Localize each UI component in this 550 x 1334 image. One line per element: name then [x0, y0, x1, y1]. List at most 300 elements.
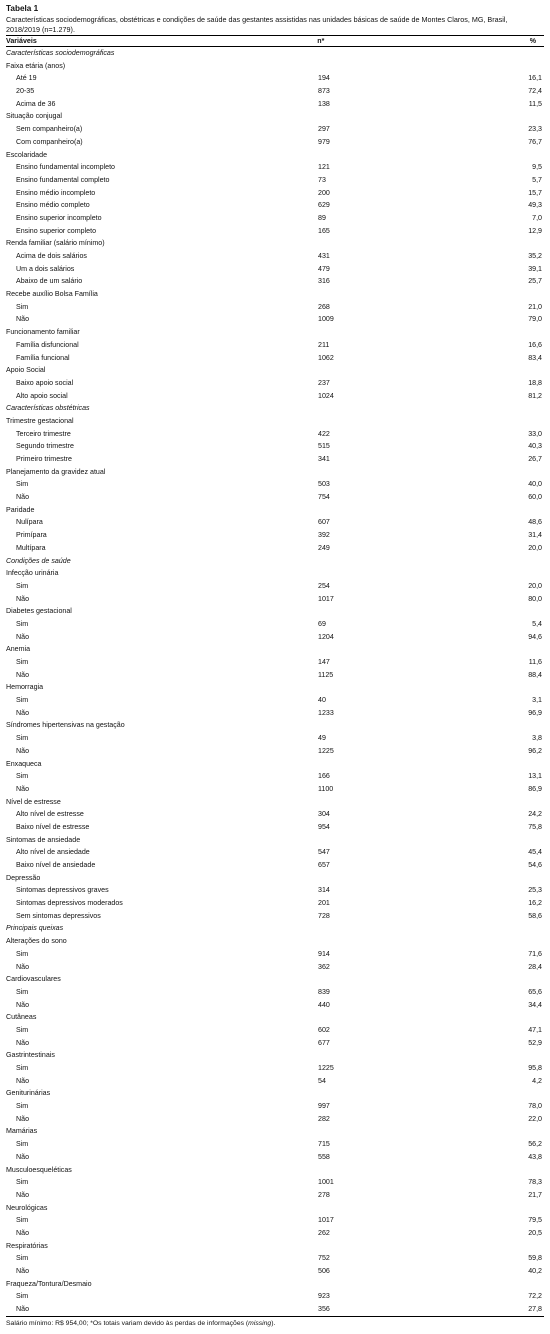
row-pct: 40,2 — [528, 1267, 542, 1275]
row-label: Família disfuncional — [16, 340, 79, 349]
row-n: 40 — [318, 696, 326, 705]
row-label: Não — [16, 1267, 30, 1275]
row-pct — [466, 1125, 542, 1138]
row-label: Trimestre gestacional — [6, 416, 74, 425]
row-label: Um a dois salários — [16, 264, 75, 273]
row-label: Sim — [16, 1292, 29, 1301]
group-header-row — [6, 415, 544, 428]
table-label: Tabela 1 — [6, 4, 39, 13]
row-label: Sem sintomas depressivos — [16, 911, 101, 920]
row-pct — [466, 149, 542, 162]
table-row — [6, 1189, 544, 1202]
row-label: Terceiro trimestre — [16, 429, 71, 438]
table-row — [6, 1062, 544, 1075]
bottom-rule — [6, 1316, 544, 1317]
row-pct: 54,6 — [528, 861, 542, 869]
table-row — [6, 529, 544, 542]
row-n: 677 — [318, 1038, 330, 1047]
row-label: Ensino fundamental completo — [16, 175, 110, 184]
table-row — [6, 1290, 544, 1303]
row-n: 422 — [318, 429, 330, 438]
row-n: 89 — [318, 213, 326, 222]
row-pct: 71,6 — [528, 949, 542, 958]
row-n — [306, 555, 466, 568]
row-label: Hemorragia — [6, 683, 44, 692]
row-label: Não — [16, 1228, 30, 1237]
row-label: Musculoesqueléticas — [6, 1165, 72, 1174]
row-label: Multípara — [16, 543, 46, 552]
row-n — [306, 364, 466, 377]
row-label: Não — [16, 784, 30, 793]
row-pct — [466, 796, 542, 809]
row-label: Planejamento da gravidez atual — [6, 467, 106, 476]
row-n — [306, 1240, 466, 1253]
row-label: Sim — [16, 1140, 29, 1149]
row-label: Alto apoio social — [16, 391, 68, 400]
row-n: 1233 — [318, 708, 334, 717]
row-pct — [466, 60, 542, 73]
row-n: 121 — [318, 163, 330, 172]
group-header-row — [6, 237, 544, 250]
table-row — [6, 1252, 544, 1265]
table-row — [6, 1303, 544, 1316]
row-label: Ensino médio incompleto — [16, 188, 96, 197]
table-row — [6, 1075, 544, 1088]
table-row — [6, 301, 544, 314]
row-n — [306, 1049, 466, 1062]
row-label: Condições de saúde — [6, 556, 71, 565]
table-row — [6, 390, 544, 403]
row-label: Não — [16, 315, 30, 324]
row-pct: 20,0 — [528, 543, 542, 552]
row-n — [306, 237, 466, 250]
group-header-row — [6, 796, 544, 809]
row-pct: 34,4 — [528, 1000, 542, 1009]
group-header-row — [6, 605, 544, 618]
table-caption: Características sociodemográficas, obstétricas e condições de saúde das gestantes assistidas nas unidades básicas de saúde de Montes Claros, MG, Brasil, 2018/2019 (n=1.279). — [6, 15, 508, 34]
table-row — [6, 859, 544, 872]
row-n: 1100 — [318, 784, 334, 793]
row-n: 138 — [318, 99, 330, 108]
table-row — [6, 212, 544, 225]
table-row — [6, 1138, 544, 1151]
table-row — [6, 377, 544, 390]
row-label: Sim — [16, 1102, 29, 1111]
row-pct — [466, 834, 542, 847]
row-pct: 21,0 — [528, 302, 542, 311]
row-n: 297 — [318, 125, 330, 134]
row-pct — [466, 504, 542, 517]
row-pct: 3,1 — [532, 696, 542, 705]
row-n — [306, 1278, 466, 1291]
row-label: Família funcional — [16, 353, 70, 362]
row-label: Faixa etária (anos) — [6, 61, 66, 70]
table-row — [6, 85, 544, 98]
table-row — [6, 656, 544, 669]
group-header-row — [6, 466, 544, 479]
row-n: 147 — [318, 658, 330, 666]
row-n: 657 — [318, 861, 330, 869]
row-label: Baixo nível de estresse — [16, 822, 90, 831]
row-pct: 9,5 — [532, 163, 542, 172]
row-n: 1125 — [318, 670, 334, 679]
row-n: 515 — [318, 442, 330, 451]
table-row — [6, 580, 544, 593]
table-row — [6, 669, 544, 682]
group-header-row — [6, 1011, 544, 1024]
row-label: Diabetes gestacional — [6, 607, 72, 616]
row-pct: 35,2 — [528, 252, 542, 260]
group-header-row — [6, 326, 544, 339]
table-row — [6, 174, 544, 187]
row-label: Acima de 36 — [16, 99, 56, 108]
row-pct: 28,4 — [528, 962, 542, 971]
row-pct — [466, 643, 542, 656]
row-pct: 16,6 — [528, 340, 542, 349]
row-label: Cardiovasculares — [6, 975, 61, 984]
row-n: 1017 — [318, 594, 334, 603]
row-label: Primípara — [16, 531, 47, 540]
row-n: 547 — [318, 848, 330, 857]
row-n: 954 — [318, 822, 330, 831]
table-row — [6, 783, 544, 796]
table-row — [6, 453, 544, 466]
table-row — [6, 1113, 544, 1126]
row-n: 304 — [318, 810, 330, 819]
row-pct: 48,6 — [528, 518, 542, 527]
row-label: Não — [16, 493, 30, 502]
row-n — [306, 973, 466, 986]
table-row — [6, 250, 544, 263]
section-header-row — [6, 47, 544, 60]
row-label: Sim — [16, 619, 29, 628]
row-pct: 40,0 — [528, 480, 542, 489]
table-row — [6, 948, 544, 961]
row-label: Sem companheiro(a) — [16, 125, 83, 134]
row-pct: 20,5 — [528, 1228, 542, 1237]
table-row — [6, 1100, 544, 1113]
row-n: 262 — [318, 1228, 330, 1237]
row-pct: 59,8 — [528, 1254, 542, 1263]
row-n: 316 — [318, 277, 330, 286]
row-n: 979 — [318, 137, 330, 146]
row-n: 440 — [318, 1000, 330, 1009]
row-pct: 88,4 — [528, 670, 542, 679]
table-row — [6, 187, 544, 200]
row-pct: 65,6 — [528, 987, 542, 996]
row-n: 356 — [318, 1305, 330, 1314]
table-row — [6, 846, 544, 859]
row-label: Gastrintestinais — [6, 1051, 55, 1060]
row-pct: 31,4 — [528, 531, 542, 540]
row-label: Não — [16, 1114, 30, 1123]
row-pct: 18,8 — [528, 378, 542, 387]
row-n: 194 — [318, 74, 330, 83]
row-n: 278 — [318, 1190, 330, 1199]
row-n — [306, 110, 466, 123]
table-row — [6, 770, 544, 783]
row-n: 1009 — [318, 315, 334, 324]
row-n — [306, 149, 466, 162]
row-label: Abaixo de um salário — [16, 277, 83, 286]
row-label: Baixo apoio social — [16, 378, 74, 387]
row-label: Não — [16, 962, 30, 971]
row-label: Não — [16, 708, 30, 717]
row-pct: 3,8 — [532, 734, 542, 743]
row-n: 431 — [318, 252, 330, 260]
row-n — [306, 466, 466, 479]
row-label: Não — [16, 1305, 30, 1314]
row-n: 392 — [318, 531, 330, 540]
group-header-row — [6, 1278, 544, 1291]
row-label: Não — [16, 1038, 30, 1047]
row-label: Acima de dois salários — [16, 252, 87, 260]
row-n: 752 — [318, 1254, 330, 1263]
row-pct — [466, 605, 542, 618]
row-label: Ensino fundamental incompleto — [16, 163, 115, 172]
row-label: Enxaqueca — [6, 759, 42, 768]
row-pct: 23,3 — [528, 125, 542, 134]
row-n — [306, 1087, 466, 1100]
row-pct: 72,4 — [528, 87, 542, 96]
row-pct — [466, 973, 542, 986]
row-pct: 95,8 — [528, 1064, 542, 1072]
row-label: Mamárias — [6, 1127, 38, 1136]
row-n: 49 — [318, 734, 326, 743]
row-pct: 11,5 — [528, 99, 542, 108]
row-pct: 49,3 — [528, 201, 542, 210]
row-pct — [466, 402, 542, 415]
table-row — [6, 1151, 544, 1164]
row-label: Alto nível de ansiedade — [16, 848, 90, 857]
row-label: Segundo trimestre — [16, 442, 74, 451]
row-n: 503 — [318, 480, 330, 489]
row-n — [306, 415, 466, 428]
row-pct — [466, 681, 542, 694]
row-label: Depressão — [6, 873, 41, 882]
row-n: 873 — [318, 87, 330, 96]
table-row — [6, 313, 544, 326]
row-pct: 72,2 — [528, 1292, 542, 1301]
row-n — [306, 567, 466, 580]
table-row — [6, 1176, 544, 1189]
row-pct — [466, 935, 542, 948]
row-n: 341 — [318, 455, 330, 463]
row-n — [306, 1202, 466, 1215]
table-row — [6, 136, 544, 149]
row-n — [306, 1011, 466, 1024]
row-pct: 96,2 — [528, 746, 542, 755]
row-label: Ensino médio completo — [16, 201, 90, 210]
group-header-row — [6, 834, 544, 847]
row-label: Sim — [16, 1216, 29, 1225]
row-label: Não — [16, 632, 30, 641]
table-row — [6, 821, 544, 834]
row-label: Síndromes hipertensivas na gestação — [6, 721, 125, 730]
row-label: Sim — [16, 1254, 29, 1263]
group-header-row — [6, 758, 544, 771]
row-label: Nível de estresse — [6, 797, 61, 806]
row-n — [306, 402, 466, 415]
row-n — [306, 1164, 466, 1177]
row-label: Sim — [16, 987, 29, 996]
group-header-row — [6, 719, 544, 732]
row-label: Primeiro trimestre — [16, 455, 72, 463]
row-n — [306, 47, 466, 60]
row-label: Não — [16, 746, 30, 755]
row-label: Sim — [16, 480, 29, 489]
row-pct — [466, 567, 542, 580]
table-row — [6, 542, 544, 555]
row-n — [306, 605, 466, 618]
table-row — [6, 694, 544, 707]
row-n: 506 — [318, 1267, 330, 1275]
row-pct — [466, 288, 542, 301]
table-row — [6, 897, 544, 910]
row-pct — [466, 47, 542, 60]
row-label: Sim — [16, 1178, 29, 1187]
row-pct: 24,2 — [528, 810, 542, 819]
row-pct: 75,8 — [528, 822, 542, 831]
row-label: Sim — [16, 734, 29, 743]
row-label: Situação conjugal — [6, 112, 63, 121]
table-row — [6, 339, 544, 352]
table-row — [6, 428, 544, 441]
row-n: 237 — [318, 378, 330, 387]
group-header-row — [6, 1049, 544, 1062]
table-row — [6, 631, 544, 644]
row-label: Sintomas depressivos graves — [16, 886, 109, 895]
row-pct: 40,3 — [528, 442, 542, 451]
row-n — [306, 643, 466, 656]
table-row — [6, 123, 544, 136]
row-n: 200 — [318, 188, 330, 197]
table-row — [6, 98, 544, 111]
table-row — [6, 745, 544, 758]
row-pct: 15,7 — [528, 188, 542, 197]
row-pct: 33,0 — [528, 429, 542, 438]
row-pct: 78,0 — [528, 1102, 542, 1111]
row-n: 73 — [318, 175, 326, 184]
row-n: 54 — [318, 1076, 326, 1085]
row-pct — [466, 872, 542, 885]
group-header-row — [6, 643, 544, 656]
group-header-row — [6, 681, 544, 694]
row-pct: 83,4 — [528, 353, 542, 362]
row-pct: 4,2 — [532, 1076, 542, 1085]
row-label: Baixo nível de ansiedade — [16, 861, 96, 869]
row-label: Até 19 — [16, 74, 37, 83]
row-n — [306, 796, 466, 809]
row-n: 1225 — [318, 746, 334, 755]
row-pct — [466, 1049, 542, 1062]
group-header-row — [6, 1240, 544, 1253]
row-label: Respiratórias — [6, 1241, 48, 1250]
row-n: 558 — [318, 1152, 330, 1161]
table-row — [6, 593, 544, 606]
row-label: Sim — [16, 302, 29, 311]
row-label: Sintomas depressivos moderados — [16, 899, 123, 908]
table-row — [6, 516, 544, 529]
row-pct: 16,2 — [528, 899, 542, 908]
row-label: Fraqueza/Tontura/Desmaio — [6, 1279, 92, 1288]
row-label: Recebe auxílio Bolsa Família — [6, 290, 98, 299]
row-n: 1001 — [318, 1178, 334, 1187]
document-page — [6, 0, 544, 1329]
table-row — [6, 440, 544, 453]
table-row — [6, 884, 544, 897]
row-pct — [466, 1278, 542, 1291]
row-n: 602 — [318, 1025, 330, 1034]
row-label: Sintomas de ansiedade — [6, 835, 81, 844]
row-pct: 78,3 — [528, 1178, 542, 1187]
row-label: Apoio Social — [6, 366, 46, 375]
footnote-italic: missing — [248, 1319, 272, 1327]
section-header-row — [6, 922, 544, 935]
row-n: 314 — [318, 886, 330, 895]
header-pct: % — [529, 37, 536, 45]
row-label: Não — [16, 1152, 30, 1161]
group-header-row — [6, 504, 544, 517]
row-n — [306, 681, 466, 694]
row-label: Sim — [16, 1025, 29, 1034]
row-n: 914 — [318, 949, 330, 958]
row-pct — [466, 719, 542, 732]
row-pct — [466, 1202, 542, 1215]
row-label: Paridade — [6, 505, 35, 514]
row-pct: 11,6 — [528, 658, 542, 666]
row-pct: 45,4 — [528, 848, 542, 857]
row-label: Sim — [16, 658, 29, 666]
group-header-row — [6, 60, 544, 73]
row-n: 268 — [318, 302, 330, 311]
table-row — [6, 352, 544, 365]
row-label: Geniturinárias — [6, 1089, 51, 1098]
row-n: 165 — [318, 226, 330, 235]
row-pct — [466, 237, 542, 250]
row-label: Principais queixas — [6, 924, 64, 933]
row-pct: 27,8 — [528, 1305, 542, 1314]
table-row — [6, 225, 544, 238]
row-label: Sim — [16, 949, 29, 958]
row-pct — [466, 758, 542, 771]
table-row — [6, 263, 544, 276]
table-row — [6, 199, 544, 212]
row-n: 1062 — [318, 353, 334, 362]
row-label: Não — [16, 1190, 30, 1199]
row-n: 201 — [318, 899, 330, 908]
row-n: 282 — [318, 1114, 330, 1123]
row-pct — [466, 1164, 542, 1177]
row-pct: 20,0 — [528, 581, 542, 590]
table-row — [6, 1265, 544, 1278]
row-pct — [466, 415, 542, 428]
table-row — [6, 478, 544, 491]
row-n — [306, 326, 466, 339]
table-row — [6, 986, 544, 999]
row-n: 362 — [318, 962, 330, 971]
row-label: Infecção urinária — [6, 569, 59, 578]
row-pct: 7,0 — [532, 213, 542, 222]
table-row — [6, 1227, 544, 1240]
table-footnote — [6, 1319, 544, 1329]
row-n — [306, 1125, 466, 1138]
table-row — [6, 1214, 544, 1227]
table-row — [6, 961, 544, 974]
row-label: Sim — [16, 696, 29, 705]
table-row — [6, 910, 544, 923]
row-pct: 39,1 — [528, 264, 542, 273]
